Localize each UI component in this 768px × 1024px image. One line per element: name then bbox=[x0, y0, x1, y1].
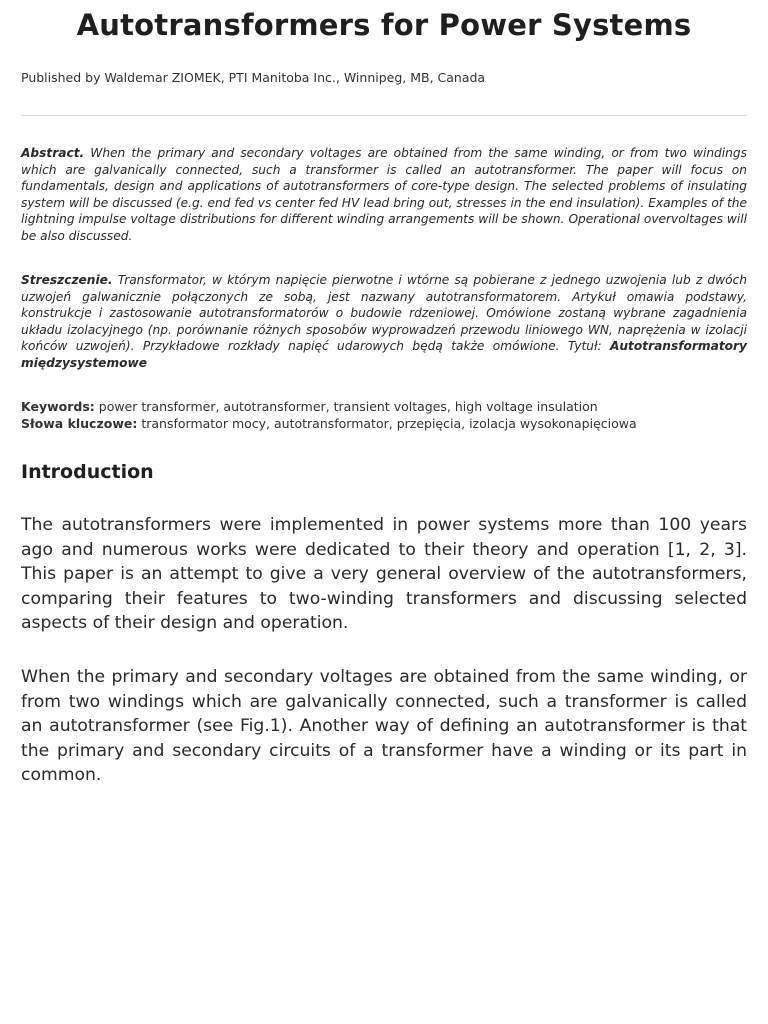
streszczenie-text: Transformator, w którym napięcie pierwotne i wtórne są pobierane z jednego uzwojenia lub z dwóch uzwojeń galwanicznie połączonych ze sobą, jest nazwany autotransformatorem. Artykuł omawia podstawy, konstrukcje i zastosowanie autotransformatorów o budowie rdzeniowej. Omówione zostaną wybrane zagadnienia układu izolacyjnego (np. porównanie różnych sposobów wyprowadzeń przewodu liniowego WN, naprężenia w izolacji końców uzwojeń). Przykładowe rozkłady napięć udarowych będą także omówione. Tytuł: bbox=[21, 273, 748, 353]
introduction-heading: Introduction bbox=[21, 461, 154, 483]
keywords-en-label: Keywords: bbox=[21, 399, 95, 414]
abstract-paragraph bbox=[21, 145, 747, 244]
polish-title: Autotransformatory międzysystemowe bbox=[21, 339, 747, 370]
header-divider bbox=[21, 115, 747, 116]
keywords-block bbox=[21, 399, 747, 432]
introduction-paragraph-1: The autotransformers were implemented in power systems more than 100 years ago and numerous works were dedicated to their theory and operation [1, 2, 3]. This paper is an attempt to give a very general overview of the autotransformers, comparing their features to two-winding transformers and discussing selected aspects of their design and operation. bbox=[21, 515, 747, 634]
introduction-paragraph-2: When the primary and secondary voltages are obtained from the same winding, or from two windings which are galvanically connected, such a transformer is called an autotransformer (see Fig.1). Another way of defining an autotransformer is that the primary and secondary circuits of a transformer have a winding or its part in common. bbox=[21, 666, 747, 786]
keywords-en bbox=[21, 399, 747, 416]
keywords-pl-text: transformator mocy, autotransformator, przepięcia, izolacja wysokonapięciowa bbox=[141, 415, 637, 431]
abstract-text: When the primary and secondary voltages are obtained from the same winding, or from two windings which are galvanically connected, such a transformer is called an autotransformer. The paper will focus on fundamentals, design and applications of autotransformers of core-type design. The selected problems of insulating system will be discussed (e.g. end fed vs center fed HV lead bring out, stresses in the end insulation). Examples of the lightning impulse voltage distributions for different winding arrangements will be shown. Operational overvoltages will be also discussed. bbox=[21, 146, 747, 243]
abstract-label: Abstract. bbox=[21, 146, 85, 160]
keywords-en-text: power transformer, autotransformer, transient voltages, high voltage insulation bbox=[98, 399, 598, 414]
author-byline: Published by Waldemar ZIOMEK, PTI Manitoba Inc., Winnipeg, MB, Canada bbox=[21, 70, 486, 85]
paper-page bbox=[21, 0, 747, 788]
keywords-pl bbox=[21, 416, 747, 433]
streszczenie-label: Streszczenie. bbox=[21, 273, 113, 287]
streszczenie-paragraph bbox=[21, 272, 747, 371]
paper-title: Autotransformers for Power Systems bbox=[76, 8, 692, 42]
keywords-pl-label: Słowa kluczowe: bbox=[21, 415, 138, 431]
